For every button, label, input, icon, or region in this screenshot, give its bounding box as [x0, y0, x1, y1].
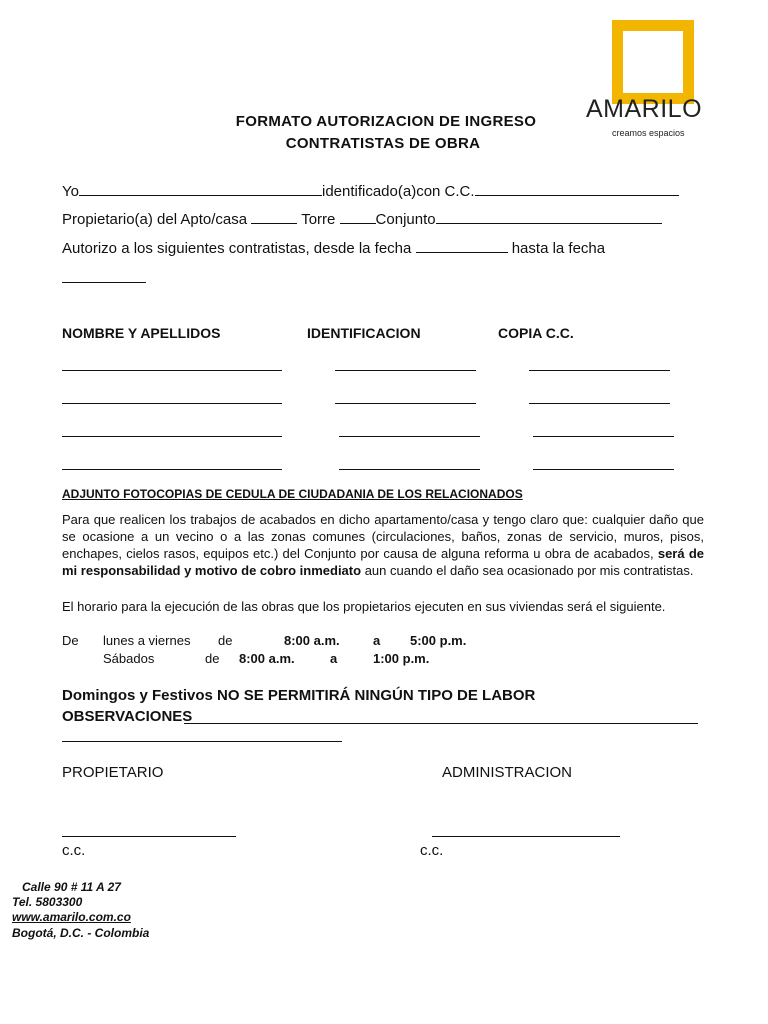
observaciones-blank-1[interactable]	[184, 723, 698, 724]
apto-blank[interactable]	[251, 209, 297, 224]
conjunto-label: Conjunto	[375, 211, 436, 228]
observaciones-blank-2[interactable]	[62, 741, 342, 742]
sched-de: De	[62, 633, 79, 648]
hasta-label: hasta la fecha	[511, 240, 606, 257]
paragraph-part-1: Para que realicen los trabajos de acabados en dicho apartamento/casa y tengo claro que: cualquier daño que se ocasione a un vecino o a las zonas comunes (circulaciones, baños, zonas de servicio, muros, pisos, enchapes, cielos rasos, equipos etc.) del Conjunto por causa de alguna reforma u obra de acabados,	[62, 512, 704, 561]
name-blank[interactable]	[79, 181, 322, 196]
footer-address: Calle 90 # 11 A 27	[22, 880, 121, 894]
torre-blank[interactable]	[340, 209, 376, 224]
row-3-nombre-blank[interactable]	[62, 436, 282, 437]
row-4-nombre-blank[interactable]	[62, 469, 282, 470]
sched-weekday-end: 5:00 p.m.	[410, 633, 467, 648]
footer-phone: Tel. 5803300	[12, 895, 83, 909]
conjunto-blank[interactable]	[436, 209, 662, 224]
row-3-id-blank[interactable]	[339, 436, 480, 437]
footer-website-link[interactable]: www.amarilo.com.co	[12, 910, 131, 924]
row-1-id-blank[interactable]	[335, 370, 476, 371]
header-copia-cc: COPIA C.C.	[498, 325, 574, 341]
propietario-label: Propietario(a) del Apto/casa	[62, 211, 248, 228]
domingos-notice: Domingos y Festivos NO SE PERMITIRÁ NINGÚN TIPO DE LABOR	[62, 687, 536, 704]
cc-left-label: c.c.	[62, 842, 86, 859]
observaciones-label: OBSERVACIONES	[62, 708, 193, 725]
logo-square-icon	[612, 20, 694, 104]
hasta-fecha-blank[interactable]	[62, 282, 146, 283]
logo-tagline: creamos espacios	[612, 128, 685, 138]
sched-weekday-start: 8:00 a.m.	[284, 633, 340, 648]
yo-label: Yo	[62, 183, 79, 200]
sched-weekdays: lunes a viernes	[103, 633, 191, 648]
torre-label: Torre	[301, 211, 336, 228]
paragraph-bold: será de mi responsabilidad y motivo de cobro inmediato	[62, 546, 704, 578]
propietario-signature-line[interactable]	[62, 836, 236, 837]
sched-saturday-start: 8:00 a.m.	[239, 651, 295, 666]
identificado-label: identificado(a)con C.C.	[321, 183, 475, 200]
responsibility-paragraph	[62, 511, 704, 579]
row-3-copia-blank[interactable]	[533, 436, 674, 437]
cc-blank[interactable]	[475, 181, 679, 196]
sched-de-2: de	[218, 633, 233, 648]
form-line-propietario	[62, 209, 662, 228]
title-line-1: FORMATO AUTORIZACION DE INGRESO	[235, 113, 537, 130]
row-4-id-blank[interactable]	[339, 469, 480, 470]
sched-saturday-end: 1:00 p.m.	[373, 651, 430, 666]
sched-a: a	[373, 633, 381, 648]
desde-fecha-blank[interactable]	[416, 238, 508, 253]
paragraph-part-2: aun cuando el daño sea ocasionado por mis contratistas.	[364, 563, 694, 578]
form-line-yo	[62, 181, 679, 200]
administracion-label: ADMINISTRACION	[442, 764, 573, 781]
row-2-nombre-blank[interactable]	[62, 403, 282, 404]
header-nombre: NOMBRE Y APELLIDOS	[62, 325, 221, 341]
title-line-2: CONTRATISTAS DE OBRA	[285, 135, 481, 152]
autorizo-label: Autorizo a los siguientes contratistas, desde la fecha	[62, 240, 412, 257]
horario-paragraph: El horario para la ejecución de las obras que los propietarios ejecuten en sus viviendas será el siguiente.	[62, 599, 666, 614]
row-2-id-blank[interactable]	[335, 403, 476, 404]
propietario-label: PROPIETARIO	[62, 764, 164, 781]
adjunto-note: ADJUNTO FOTOCOPIAS DE CEDULA DE CIUDADANIA DE LOS RELACIONADOS	[62, 487, 523, 501]
header-identificacion: IDENTIFICACION	[307, 325, 421, 341]
form-line-autorizo	[62, 238, 605, 257]
row-2-copia-blank[interactable]	[529, 403, 670, 404]
sched-sat-de: de	[205, 651, 220, 666]
sched-saturday: Sábados	[103, 651, 155, 666]
row-4-copia-blank[interactable]	[533, 469, 674, 470]
row-1-copia-blank[interactable]	[529, 370, 670, 371]
logo-name: AMARILO	[586, 95, 703, 123]
administracion-signature-line[interactable]	[432, 836, 620, 837]
cc-right-label: c.c.	[420, 842, 444, 859]
sched-sat-a: a	[330, 651, 338, 666]
row-1-nombre-blank[interactable]	[62, 370, 282, 371]
footer-city: Bogotá, D.C. - Colombia	[12, 926, 150, 940]
